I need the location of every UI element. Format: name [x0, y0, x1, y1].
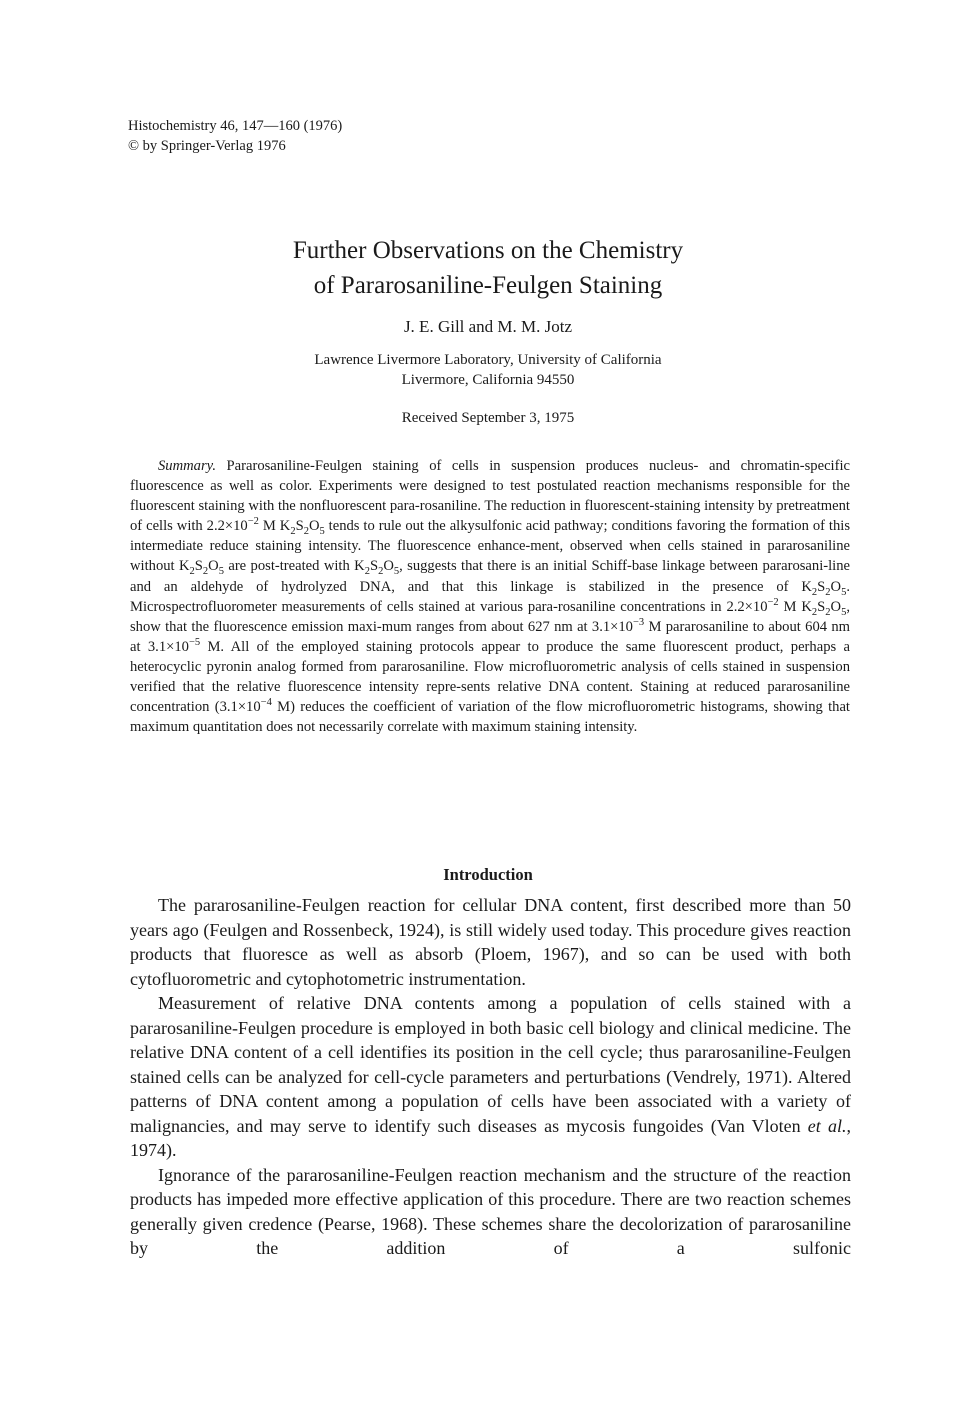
- summary-text-7: , suggests that there is an initial Schiff-base linkage between pararosani-line and an aldehyde of hydrolyzed DNA, and that this linkage is stabilized in the presence of K: [130, 558, 851, 595]
- summary-text-1: Pararosaniline-Feulgen staining of cells in suspension produces nucleus- and chromatin-specific fluorescence as well as color. Experiments were designed to test postulated reaction mechanisms responsible for the fluorescent staining with the nonfluorescent para-rosaniline. The reduction in fluorescent-staining intensity by pretreatment of cells with 2.2×10: [130, 458, 850, 535]
- subscript: 2: [189, 566, 195, 578]
- exponent: −5: [188, 636, 201, 648]
- paragraph-3: Ignorance of the pararosaniline-Feulgen reaction mechanism and the structure of the reaction products has impeded more effective application of this procedure. There are two reaction schemes generally given credence (Pearse, 1968). These schemes share the decolorization of pararosaniline by the addition of a sulfonic: [130, 1164, 851, 1258]
- summary-abstract: [130, 456, 850, 737]
- received-date: Received September 3, 1975: [401, 410, 575, 426]
- subscript: 2: [825, 606, 831, 618]
- copyright-line: © by Springer-Verlag 1976: [128, 138, 286, 154]
- subscript: 5: [841, 606, 847, 618]
- paragraph-1: The pararosaniline-Feulgen reaction for cellular DNA content, first described more than 50 years ago (Feulgen and Rossenbeck, 1924), is still widely used today. This procedure gives reaction products that fluoresce as well as absorb (Ploem, 1967), and so can be used with both cytofluorometric and cytophotometric instrumentation.: [130, 895, 851, 989]
- summary-text-6: are post-treated with K: [223, 558, 365, 575]
- summary-text-8: . Microspectrofluorometer measurements of cells stained at various para-rosaniline concentrations in 2.2×10: [130, 578, 850, 615]
- article-title: [0, 233, 976, 303]
- summary-text-9: , show that the fluorescence emission maxi-mum ranges from about 627 nm at 3.1×10: [130, 598, 850, 635]
- affiliation-line-1: Lawrence Livermore Laboratory, University of California: [314, 352, 662, 368]
- exponent: −2: [247, 516, 259, 528]
- subscript: 2: [378, 566, 384, 578]
- summary-text-5: tends to rule out the alkysulfonic acid pathway; conditions favoring the formation of this intermediate reduce staining intensity. The fluorescence enhance-ment, observed when cells stained in pararosaniline without K: [130, 518, 851, 575]
- chem-s: S: [369, 558, 379, 575]
- title-line-1: Further Observations on the Chemistry: [292, 237, 684, 264]
- summary-text-2: M K: [258, 518, 291, 535]
- subscript: 2: [202, 566, 209, 578]
- summary-text-4: O: [308, 518, 320, 535]
- paragraph-2-end: , 1974).: [130, 1115, 851, 1160]
- chem-o: O: [830, 578, 842, 595]
- affiliation-line-2: Livermore, California 94550: [401, 372, 575, 388]
- subscript: 5: [319, 526, 325, 538]
- paragraph-2: [130, 991, 851, 1163]
- exponent: −4: [260, 697, 272, 709]
- subscript: 2: [290, 526, 296, 538]
- chem-s: S: [194, 558, 203, 575]
- title-line-2: of Pararosaniline-Feulgen Staining: [313, 272, 663, 299]
- subscript: 5: [393, 566, 400, 578]
- summary-text-10: M pararosaniline to about 604 nm at 3.1×10: [130, 618, 850, 655]
- chem-m-k: M K: [778, 598, 812, 615]
- journal-citation: [128, 116, 342, 156]
- authors: J. E. Gill and M. M. Jotz: [403, 317, 573, 336]
- introduction-body: [130, 893, 851, 1261]
- subscript: 2: [825, 586, 831, 598]
- chem-o: O: [383, 558, 394, 575]
- subscript: 5: [841, 586, 847, 598]
- chem-o: O: [830, 598, 842, 615]
- chem-o: O: [208, 558, 219, 575]
- introduction-heading: Introduction: [443, 865, 533, 884]
- chem-s: S: [817, 598, 826, 615]
- subscript: 2: [811, 606, 818, 618]
- exponent: −3: [632, 616, 645, 628]
- chem-s: S: [817, 578, 826, 595]
- journal-line: Histochemistry 46, 147—160 (1976): [128, 118, 343, 134]
- summary-text-11: M. All of the employed staining protocols appear to produce the same fluorescent product, perhaps a heterocyclic pyronin analog formed from pararosaniline. Flow microfluorometric analysis of cells stained in suspension verified that the relative fluorescence intensity repre-sents relative DNA content. Staining at reduced pararosaniline concentration (3.1×10: [130, 638, 850, 716]
- summary-text-3: S: [295, 518, 304, 535]
- summary-text-12: M) reduces the coefficient of variation of the flow microfluorometric histograms, showing that maximum quantitation does not necessarily correlate with maximum staining intensity.: [130, 699, 850, 736]
- subscript: 2: [364, 566, 370, 578]
- et-al: et al.: [807, 1115, 847, 1136]
- paragraph-2-text: Measurement of relative DNA contents among a population of cells stained with a pararosaniline-Feulgen procedure is employed in both basic cell biology and clinical medicine. The relative DNA content of a cell identifies its position in the cell cycle; thus pararosaniline-Feulgen stained cells can be analyzed for cell-cycle parameters and perturbations (Vendrely, 1971). Altered patterns of DNA content among a population of cells have been associated with a variety of malignancies, and may serve to identify such diseases as mycosis fungoides (Van Vloten: [130, 993, 851, 1136]
- summary-label: Summary.: [158, 458, 216, 474]
- subscript: 2: [811, 586, 818, 598]
- exponent: −2: [767, 596, 779, 608]
- subscript: 2: [303, 526, 309, 538]
- affiliation: [0, 350, 976, 390]
- subscript: 5: [218, 566, 224, 578]
